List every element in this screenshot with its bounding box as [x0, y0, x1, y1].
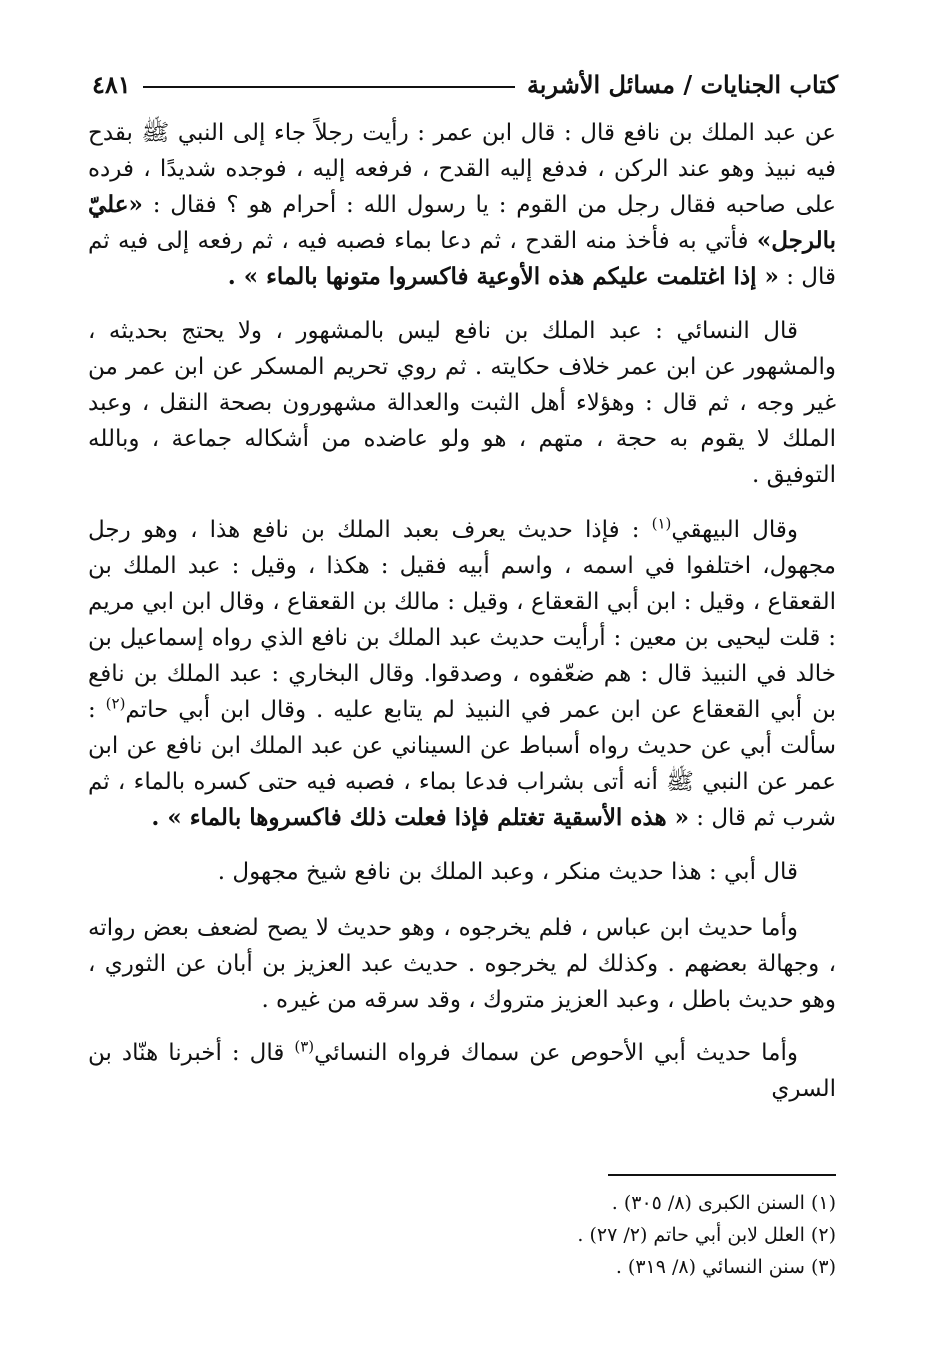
- footnote-ref-3: (٣): [294, 1037, 315, 1056]
- footnote-2: (٢) العلل لابن أبي حاتم (٢/ ٢٧) .: [577, 1224, 836, 1246]
- paragraph-5: وأما حديث ابن عباس ، فلم يخرجوه ، وهو حديث لا يصح لضعف بعض رواته ، وجهالة بعضهم . وكذلك لم يخرجوه . حديث عبد العزيز بن أبان عن الثوري ، وهو حديث باطل ، وعبد العزيز متروك ، وقد سرقه من غيره .: [88, 915, 836, 1013]
- header-title: كتاب الجنايات / مسائل الأشربة: [526, 70, 838, 99]
- paragraph-3-text-2: : فإذا حديث يعرف بعبد الملك بن نافع هذا ، وهو رجل مجهول، اختلفوا في اسمه ، واسم أبيه فقيل : هكذا ، وقيل : عبد الملك بن القعقاع ، وقيل : ابن أبي القعقاع ، وقيل : مالك بن القعقاع ، وقال ابن ابي مريم : قلت ليحيى بن معين : أرأيت حديث عبد الملك بن نافع الذي رواه إسماعيل بن خالد في النبيذ قال : هم ضعّفوه ، وصدقوا. وقال البخاري : عبد الملك بن نافع بن أبي القعقاع عن ابن عمر في النبيذ لم يتابع عليه . وقال ابن أبي حاتم: [88, 517, 836, 723]
- footnotes-section: [76, 1187, 836, 1283]
- paragraph-1-bold-2: « إذا اغتلمت عليكم هذه الأوعية فاكسروا متونها بالماء » .: [227, 263, 779, 290]
- paragraph-4: قال أبي : هذا حديث منكر ، وعبد الملك بن نافع شيخ مجهول .: [217, 859, 798, 885]
- footnote-separator: [608, 1174, 836, 1176]
- paragraph-3-text-1: وقال البيهقي: [671, 517, 798, 543]
- paragraph-1: [88, 115, 836, 295]
- paragraph-6-text-2: قال : أخبرنا هنّاد بن السري: [88, 1040, 836, 1102]
- paragraph-3: [88, 512, 836, 836]
- header-rule: [143, 86, 515, 88]
- paragraph-2: قال النسائي : عبد الملك بن نافع ليس بالمشهور ، ولا يحتج بحديثه ، والمشهور عن ابن عمر خلاف حكايته . ثم روي تحريم المسكر عن ابن عمر من غير وجه ، ثم قال : وهؤلاء أهل الثبت والعدالة مشهورون بصحة النقل ، وعبد الملك لا يقوم به حجة ، متهم ، هو ولو عاضده من أشكاله جماعة ، وبالله التوفيق .: [88, 318, 836, 488]
- paragraph-6-text-1: وأما حديث أبي الأحوص عن سماك فرواه النسائي: [314, 1040, 798, 1066]
- running-header: [92, 64, 838, 106]
- footnote-ref-2: (٢): [105, 694, 126, 713]
- footnote-1: (١) السنن الكبرى (٨/ ٣٠٥) .: [611, 1192, 836, 1214]
- footnote-ref-1: (١): [651, 514, 672, 533]
- paragraph-1-text-1: عن عبد الملك بن نافع قال : قال ابن عمر : رأيت رجلاً جاء إلى النبي ﷺ بقدح فيه نبيذ وهو عند الركن ، فدفع إليه القدح ، فرفعه إليه ، فوجده شديدًا ، فرده على صاحبه فقال رجل من القوم : يا رسول الله : أحرام هو ؟ فقال :: [88, 120, 836, 218]
- main-text: [88, 115, 836, 1107]
- paragraph-6: [88, 1035, 836, 1107]
- paragraph-3-bold-1: « هذه الأسقية تغتلم فإذا فعلت ذلك فاكسروها بالماء » .: [151, 804, 689, 831]
- page-number: ٤٨١: [92, 70, 131, 99]
- paragraph-1-bold-1: «عليّ بالرجل»: [88, 191, 836, 254]
- footnote-3: (٣) سنن النسائي (٨/ ٣١٩) .: [615, 1256, 836, 1278]
- paragraph-3-text-3: : سألت أبي عن حديث رواه أسباط عن السيناني عن عبد الملك ابن نافع عن ابن عمر عن النبي ﷺ أنه أتى بشراب فدعا بماء ، فصبه فيه حتى كسره بالماء ، ثم شرب ثم قال :: [88, 697, 836, 831]
- paragraph-1-text-2: فأتي به فأخذ منه القدح ، ثم دعا بماء فصبه فيه ، ثم رفعه إلى فيه ثم قال :: [88, 228, 836, 290]
